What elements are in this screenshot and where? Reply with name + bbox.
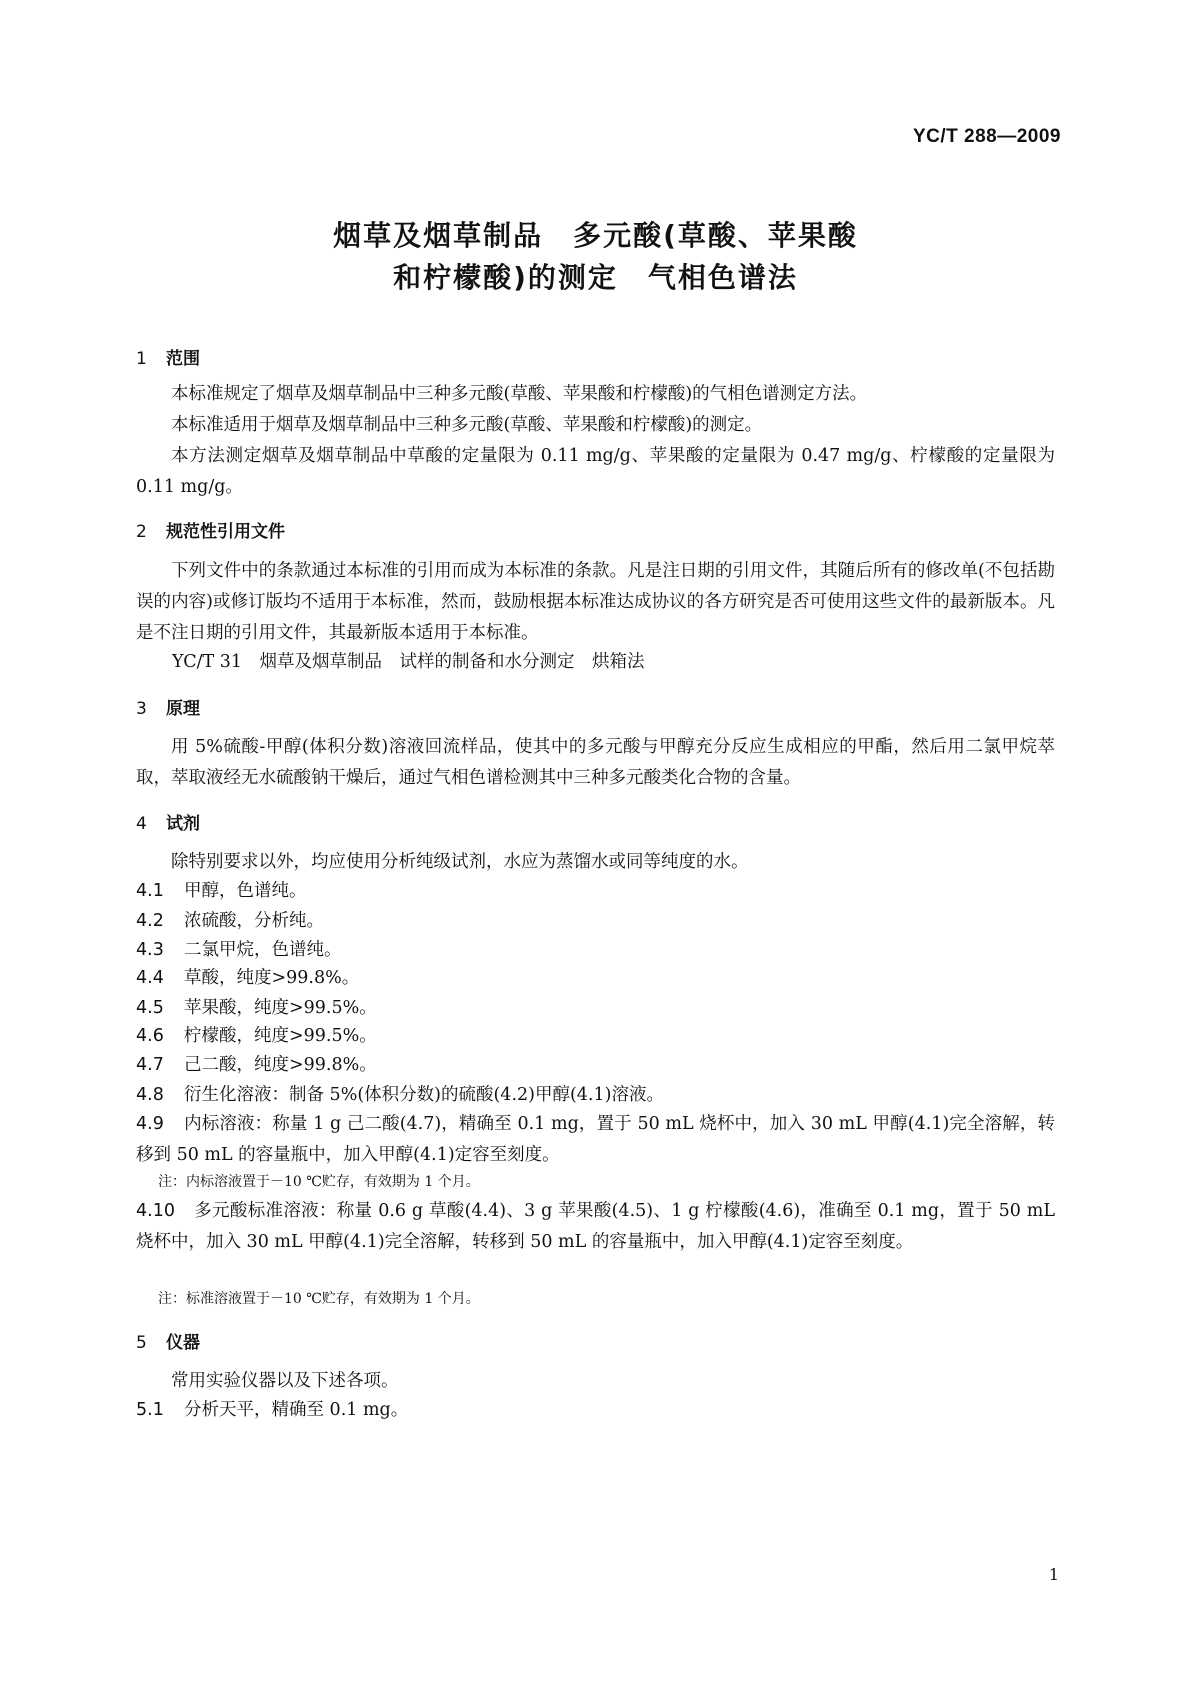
item-text: 二氯甲烷，色谱纯。 — [184, 940, 342, 960]
item-text: 分析天平，精确至 0.1 mg。 — [184, 1400, 409, 1420]
list-item — [136, 1395, 1055, 1426]
list-item — [136, 1080, 1055, 1111]
section-heading-normative-references — [136, 517, 285, 542]
item-number: 4.5 — [136, 998, 164, 1018]
note: 注：内标溶液置于－10 ℃贮存，有效期为 1 个月。 — [158, 1174, 480, 1190]
item-number: 4.8 — [136, 1085, 164, 1105]
section-title: 原理 — [166, 699, 200, 719]
section-number: 1 — [136, 349, 147, 369]
paragraph: 本标准适用于烟草及烟草制品中三种多元酸(草酸、苹果酸和柠檬酸)的测定。 — [171, 415, 763, 435]
item-text: 衍生化溶液：制备 5%(体积分数)的硫酸(4.2)甲醇(4.1)溶液。 — [184, 1085, 664, 1105]
reference-item: YC/T 31 烟草及烟草制品 试样的制备和水分测定 烘箱法 — [172, 652, 645, 672]
item-number: 4.1 — [136, 881, 164, 901]
note: 注：标准溶液置于－10 ℃贮存，有效期为 1 个月。 — [158, 1291, 480, 1307]
section-heading-principle — [136, 694, 200, 719]
page-number: 1 — [1048, 1565, 1059, 1584]
item-text: 苹果酸，纯度>99.5%。 — [184, 998, 377, 1018]
section-heading-apparatus — [136, 1328, 200, 1353]
list-item — [136, 876, 1055, 907]
list-item — [136, 1196, 1055, 1258]
section-number: 3 — [136, 699, 147, 719]
item-text: 己二酸，纯度>99.8%。 — [184, 1055, 377, 1075]
paragraph: 除特别要求以外，均应使用分析纯级试剂，水应为蒸馏水或同等纯度的水。 — [171, 852, 749, 872]
item-text: 内标溶液：称量 1 g 己二酸(4.7)，精确至 0.1 mg，置于 50 mL 烧杯中，加入 30 mL 甲醇(4.1)完全溶解，转移到 50 mL 的容量瓶中，加入甲醇(4.1)定容至刻度。 — [136, 1114, 1055, 1165]
list-item — [136, 935, 1055, 966]
section-number: 5 — [136, 1333, 147, 1353]
item-number: 4.4 — [136, 968, 164, 988]
document-title-line-2: 和柠檬酸)的测定 气相色谱法 — [393, 261, 798, 294]
list-item — [136, 963, 1055, 994]
paragraph: 常用实验仪器以及下述各项。 — [171, 1371, 399, 1391]
section-heading-reagents — [136, 809, 200, 834]
item-number: 4.10 — [136, 1201, 175, 1221]
item-text: 甲醇，色谱纯。 — [184, 881, 307, 901]
item-number: 5.1 — [136, 1400, 164, 1420]
item-number: 4.7 — [136, 1055, 164, 1075]
paragraph: 本方法测定烟草及烟草制品中草酸的定量限为 0.11 mg/g、苹果酸的定量限为 0.47 mg/g、柠檬酸的定量限为 0.11 mg/g。 — [136, 446, 1055, 497]
standard-code: YC/T 288—2009 — [912, 126, 1061, 147]
list-item — [136, 1109, 1055, 1171]
paragraph: 下列文件中的条款通过本标准的引用而成为本标准的条款。凡是注日期的引用文件，其随后所有的修改单(不包括勘误的内容)或修订版均不适用于本标准，然而，鼓励根据本标准达成协议的各方研究是否可使用这些文件的最新版本。凡是不注日期的引用文件，其最新版本适用于本标准。 — [136, 561, 1055, 643]
section-title: 仪器 — [166, 1333, 200, 1353]
section-title: 范围 — [166, 349, 200, 369]
list-item — [136, 906, 1055, 937]
list-item — [136, 993, 1055, 1024]
item-number: 4.3 — [136, 940, 164, 960]
document-title-line-1: 烟草及烟草制品 多元酸(草酸、苹果酸 — [333, 219, 858, 252]
section-number: 2 — [136, 522, 147, 542]
item-text: 多元酸标准溶液：称量 0.6 g 草酸(4.4)、3 g 苹果酸(4.5)、1 g 柠檬酸(4.6)，准确至 0.1 mg，置于 50 mL 烧杯中，加入 30 mL 甲醇(4.1)完全溶解，转移到 50 mL 的容量瓶中，加入甲醇(4.1)定容至刻度。 — [136, 1201, 1055, 1252]
paragraph: 用 5%硫酸-甲醇(体积分数)溶液回流样品，使其中的多元酸与甲醇充分反应生成相应的甲酯，然后用二氯甲烷萃取，萃取液经无水硫酸钠干燥后，通过气相色谱检测其中三种多元酸类化合物的含量。 — [136, 737, 1055, 788]
item-text: 浓硫酸，分析纯。 — [184, 911, 324, 931]
item-text: 柠檬酸，纯度>99.5%。 — [184, 1026, 377, 1046]
item-number: 4.6 — [136, 1026, 164, 1046]
section-heading-scope — [136, 344, 200, 369]
paragraph: 本标准规定了烟草及烟草制品中三种多元酸(草酸、苹果酸和柠檬酸)的气相色谱测定方法。 — [171, 384, 868, 404]
section-number: 4 — [136, 814, 147, 834]
section-title: 规范性引用文件 — [166, 522, 285, 542]
item-number: 4.9 — [136, 1114, 164, 1134]
list-item — [136, 1021, 1055, 1052]
section-title: 试剂 — [166, 814, 200, 834]
item-number: 4.2 — [136, 911, 164, 931]
list-item — [136, 1050, 1055, 1081]
item-text: 草酸，纯度>99.8%。 — [184, 968, 360, 988]
